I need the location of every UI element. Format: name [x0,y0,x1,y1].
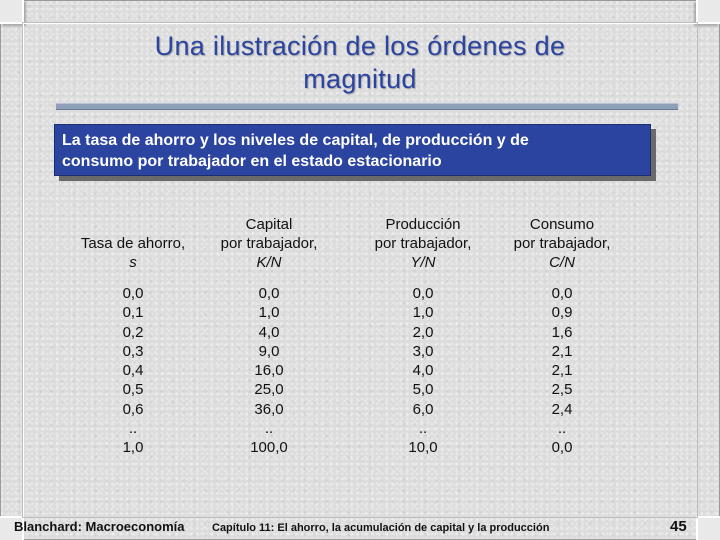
table-cell: 2,0 [412,323,434,341]
column-header-line-1: Capital [245,216,293,233]
table-cell: 0,1 [122,304,144,322]
table-cell: 1,0 [258,304,280,322]
footer-chapter: Capítulo 11: El ahorro, la acumulación de capital y la producción [212,522,550,534]
column-header-line-2: por trabajador, [374,235,472,252]
table-cell: 4,0 [412,362,434,380]
column-header-line-2: por trabajador, [513,235,611,252]
column-header [500,215,624,272]
column-header-line-1: Producción [385,216,461,233]
table-cell: 10,0 [408,439,438,457]
slide-title [60,30,660,96]
table-column-savings-rate [70,215,196,457]
table-cell: 36,0 [254,400,284,418]
table-column-output [363,215,483,457]
column-header-unit: K/N [256,254,282,271]
table-cell: 0,0 [551,285,573,302]
subtitle-line-2: consumo por trabajador en el estado estacionario [62,153,442,170]
title-underline [56,103,678,110]
column-header-unit: C/N [549,254,575,271]
frame-corner-bottom-right [696,516,720,540]
column-header-unit: Y/N [410,254,436,271]
column-header [363,215,483,272]
table-cell: 1,6 [551,323,573,341]
table-cell: 2,1 [551,342,573,360]
table-cell: 0,6 [122,400,144,418]
table-cell: 0,0 [258,285,280,302]
table-cell: 5,0 [412,381,434,399]
table-cell: 0,3 [122,342,144,360]
column-header-line-1: Consumo [529,216,595,233]
table-column-consumption [500,215,624,457]
column-values [500,284,624,458]
table-cell: .. [557,420,567,438]
page-number: 45 [670,518,687,535]
table-cell: 0,0 [551,439,573,457]
table-cell: .. [128,420,138,438]
table-cell: 0,0 [122,285,144,302]
column-header-unit: s [129,254,137,271]
table-cell: 3,0 [412,342,434,360]
column-header-line-1: Tasa de ahorro, [80,235,186,252]
column-values [363,284,483,458]
table-cell: 0,4 [122,362,144,380]
table-cell: 100,0 [250,439,288,457]
table-cell: .. [418,420,428,438]
table-cell: 16,0 [254,362,284,380]
title-line-1: Una ilustración de los órdenes de [154,31,566,61]
column-values [70,284,196,458]
footer-book-title: Blanchard: Macroeconomía [14,519,185,534]
frame-corner-top-left [0,0,24,24]
table-cell: 25,0 [254,381,284,399]
table-cell: 9,0 [258,342,280,360]
table-cell: 0,2 [122,323,144,341]
table-cell: 1,0 [412,304,434,322]
table-cell: 0,5 [122,381,144,399]
table-cell: 2,4 [551,400,573,418]
column-header [70,215,196,272]
table-cell: 2,5 [551,381,573,399]
subtitle-box [54,124,651,176]
column-values [205,284,333,458]
frame-corner-top-right [696,0,720,24]
column-header [205,215,333,272]
table-cell: 1,0 [122,439,144,457]
column-header-line-2: por trabajador, [220,235,318,252]
table-cell: 0,0 [412,285,434,302]
table-cell: 6,0 [412,400,434,418]
table-cell: 4,0 [258,323,280,341]
table-cell: 0,9 [551,304,573,322]
table-column-capital [205,215,333,457]
table-cell: .. [264,420,274,438]
subtitle-line-1: La tasa de ahorro y los niveles de capital, de producción y de [62,132,529,149]
table-cell: 2,1 [551,362,573,380]
title-line-2: magnitud [303,64,417,94]
